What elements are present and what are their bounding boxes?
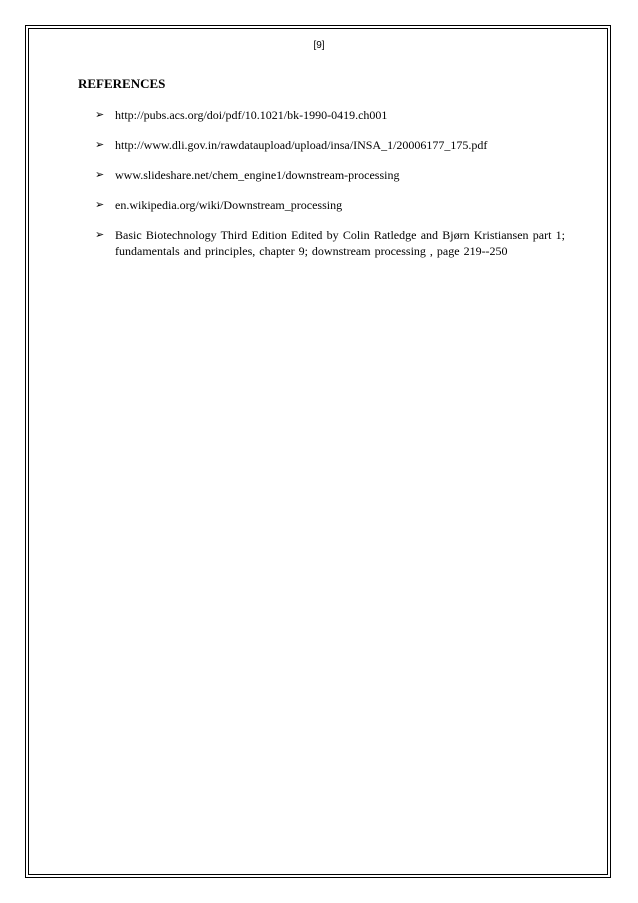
references-heading: REFERENCES bbox=[78, 76, 166, 91]
references-list bbox=[95, 107, 565, 273]
page-number: [9] bbox=[313, 40, 325, 51]
reference-text: http://www.dli.gov.in/rawdataupload/upload/insa/INSA_1/20006177_175.pdf bbox=[115, 138, 488, 152]
reference-item bbox=[95, 227, 565, 259]
reference-text: Basic Biotechnology Third Edition Edited by Colin Ratledge and Bjørn Kristiansen part 1; fundamentals and principles, chapter 9; downstream processing , page 219--250 bbox=[115, 228, 565, 258]
reference-item bbox=[95, 107, 565, 123]
reference-text: en.wikipedia.org/wiki/Downstream_processing bbox=[115, 198, 343, 212]
reference-item bbox=[95, 137, 565, 153]
arrow-bullet-icon: ➢ bbox=[95, 228, 105, 241]
arrow-bullet-icon: ➢ bbox=[95, 168, 105, 181]
reference-text: http://pubs.acs.org/doi/pdf/10.1021/bk-1990-0419.ch001 bbox=[115, 108, 388, 122]
reference-text: www.slideshare.net/chem_engine1/downstream-processing bbox=[115, 168, 400, 182]
arrow-bullet-icon: ➢ bbox=[95, 198, 105, 211]
reference-item bbox=[95, 197, 565, 213]
arrow-bullet-icon: ➢ bbox=[95, 108, 105, 121]
arrow-bullet-icon: ➢ bbox=[95, 138, 105, 151]
reference-item bbox=[95, 167, 565, 183]
